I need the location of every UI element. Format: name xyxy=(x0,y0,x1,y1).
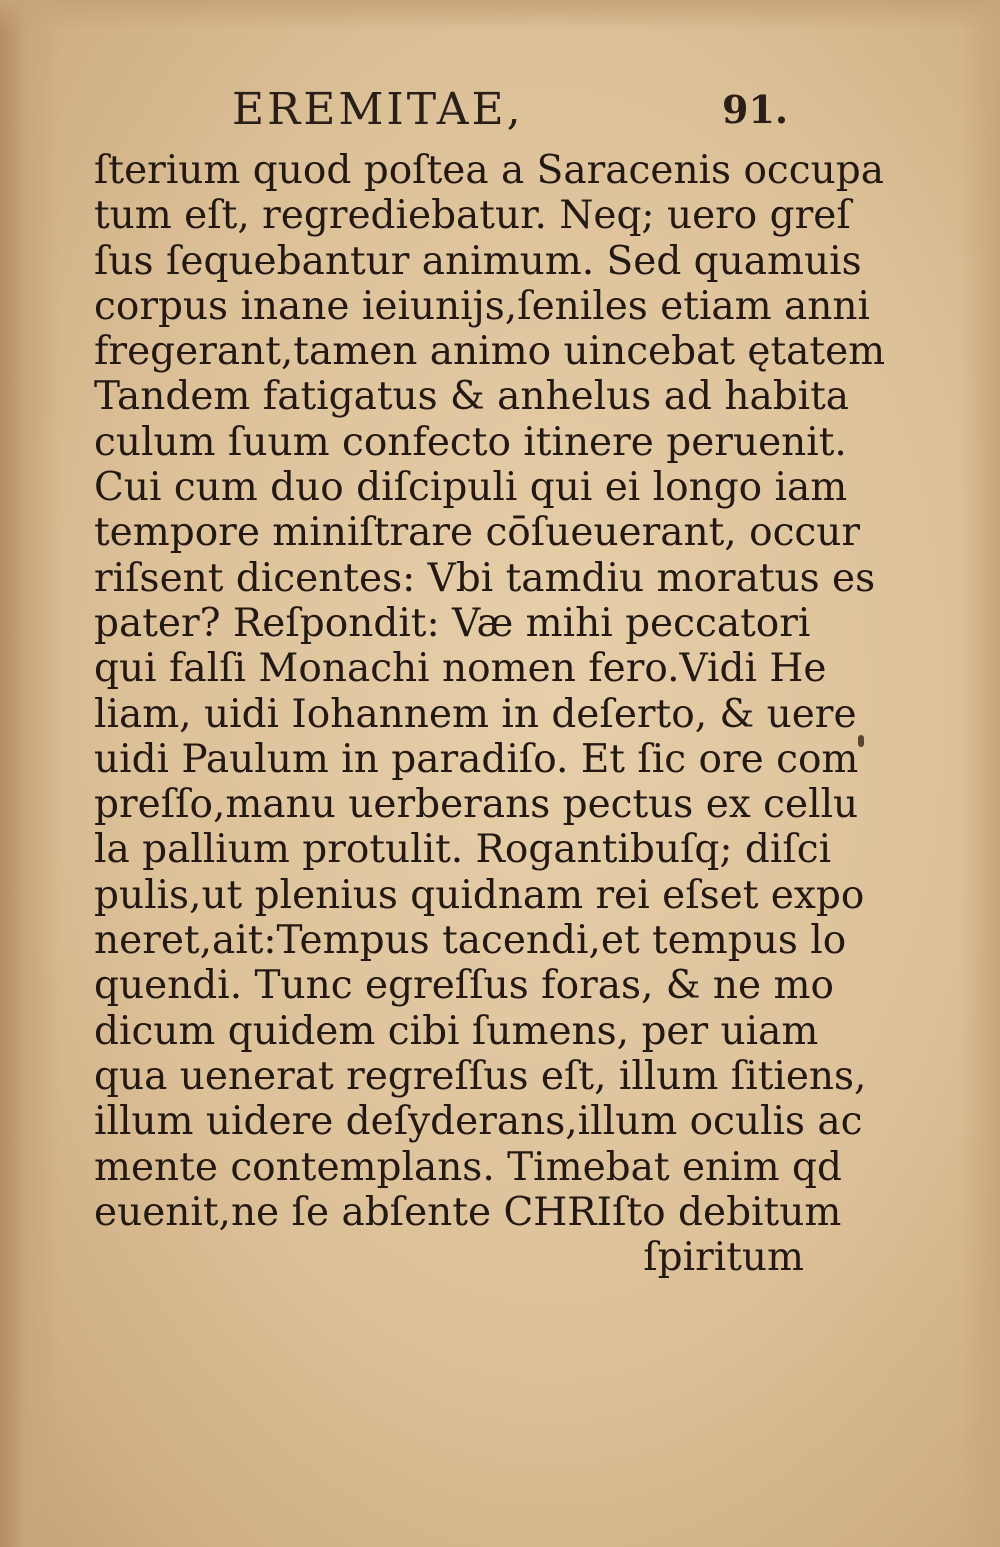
text-line-22: illum uidere deſyderans,illum oculis ac xyxy=(94,1099,863,1145)
text-line-13: liam, uidi Iohannem in deſerto, & uere xyxy=(94,691,857,737)
binding-gutter-shadow xyxy=(0,0,60,1547)
text-line-14: uidi Paulum in paradiſo. Et ſic ore com xyxy=(94,736,859,782)
text-line-1: ſterium quod poſtea a Saracenis occupa xyxy=(94,148,884,193)
text-line-23: mente contemplans. Timebat enim qd xyxy=(94,1144,842,1190)
text-line-4: corpus inane ieiunijs,ſeniles etiam anni xyxy=(94,283,871,329)
text-line-9: tempore miniſtrare cōſueuerant, occur xyxy=(94,510,861,556)
running-title: EREMITAE, xyxy=(232,84,524,135)
text-line-20: dicum quidem cibi ſumens, per uiam xyxy=(94,1008,819,1054)
text-line-12: qui falſi Monachi nomen fero.Vidi He xyxy=(94,646,827,692)
text-line-10: riſsent dicentes: Vbi tamdiu moratus es xyxy=(94,555,876,601)
text-line-3: ſus ſequebantur animum. Sed quamuis xyxy=(94,238,862,284)
text-line-7: culum ſuum confecto itinere peruenit. xyxy=(94,419,847,465)
text-line-19: quendi. Tunc egreſſus foras, & ne mo xyxy=(94,963,834,1009)
folio-number: 91. xyxy=(722,87,789,132)
text-line-11: pater? Reſpondit: Væ mihi peccatori xyxy=(94,600,811,646)
text-line-15: preſſo,manu uerberans pectus ex cellu xyxy=(94,782,859,828)
ink-speck xyxy=(858,735,864,747)
text-line-16: la pallium protulit. Rogantibuſq; diſci xyxy=(94,827,832,873)
page-header xyxy=(0,80,1000,140)
text-line-24: euenit,ne ſe abſente CHRIſto debitum xyxy=(94,1189,842,1235)
text-line-21: qua uenerat regreſſus eſt, illum ſitiens, xyxy=(94,1053,867,1099)
text-line-8: Cui cum duo diſcipuli qui ei longo iam xyxy=(94,465,848,511)
right-edge-shadow xyxy=(960,0,1000,1547)
text-line-6: Tandem fatigatus & anhelus ad habita xyxy=(94,374,850,420)
top-edge-shadow xyxy=(0,0,1000,30)
text-line-17: pulis,ut plenius quidnam rei eſset expo xyxy=(94,872,865,918)
text-line-18: neret,ait:Tempus tacendi,et tempus lo xyxy=(94,918,847,964)
main-text-block xyxy=(94,148,886,1281)
text-line-2: tum eſt, regrediebatur. Neq; uero greſ xyxy=(94,193,851,239)
catchword: ſpiritum xyxy=(643,1235,804,1281)
text-line-5: fregerant,tamen animo uincebat ętatem xyxy=(94,329,886,375)
